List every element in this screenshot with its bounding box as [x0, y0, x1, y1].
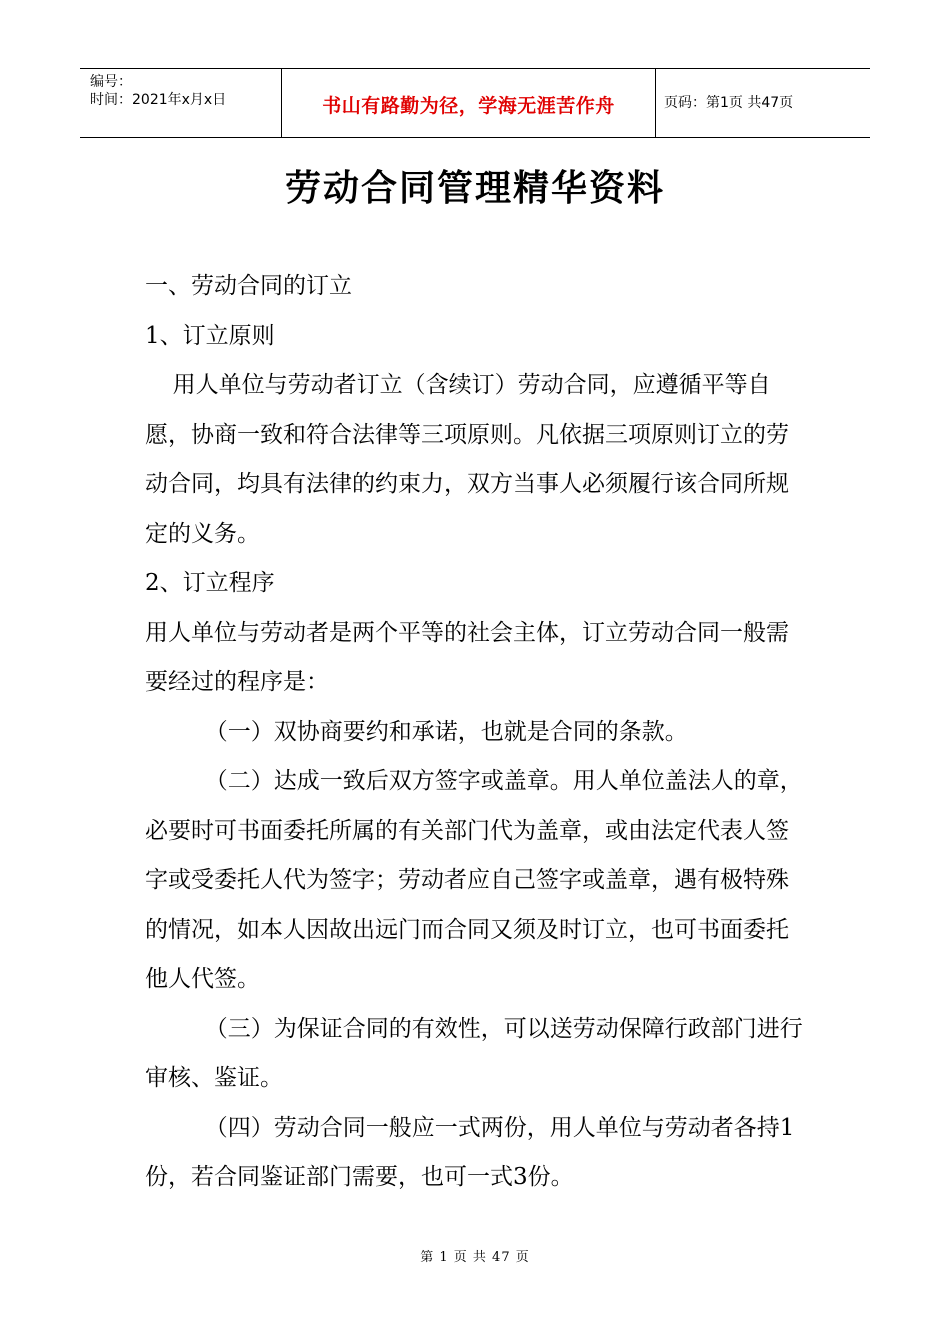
document-title: 劳动合同管理精华资料 — [284, 168, 665, 209]
list-item: （二）达成一致后双方签字或盖章。用人单位盖法人的章，必要时可书面委托所属的有关部门代为盖章，或由法定代表人签字或受委托人代为签字；劳动者应自己签字或盖章，遇有极特殊的情况，如本人因故出远门而合同又须及时订立，也可书面委托他人代签。 — [145, 768, 803, 992]
list-item: （三）为保证合同的有效性，可以送劳动保障行政部门进行审核、鉴证。 — [145, 1015, 803, 1091]
list-item: （四）劳动合同一般应一式两份，用人单位与劳动者各持1份，若合同鉴证部门需要，也可一式3份。 — [145, 1114, 795, 1190]
subsection-heading: 2、订立程序 — [145, 570, 275, 596]
header-left-cell — [80, 69, 281, 137]
header-motto: 书山有路勤为径，学海无涯苦作舟 — [322, 95, 615, 117]
page-footer: 第 1 页 共 47 页 — [420, 1250, 530, 1265]
list-item: （一）双协商要约和承诺，也就是合同的条款。 — [204, 718, 688, 745]
document-body — [145, 262, 810, 1203]
document-number-label: 编号： — [90, 74, 132, 90]
body-paragraph: 用人单位与劳动者订立（含续订）劳动合同，应遵循平等自愿，协商一致和符合法律等三项原则。凡依据三项原则订立的劳动合同，均具有法律的约束力，双方当事人必须履行该合同所规定的义务。 — [145, 372, 789, 547]
document-header — [80, 68, 870, 138]
header-page-info: 页码：第1页 共47页 — [664, 95, 794, 111]
header-right-cell — [655, 69, 870, 137]
document-date: 时间：2021年x月x日 — [90, 92, 227, 108]
header-middle-cell — [281, 69, 656, 137]
body-paragraph: 用人单位与劳动者是两个平等的社会主体，订立劳动合同一般需要经过的程序是： — [145, 619, 789, 695]
section-heading: 一、劳动合同的订立 — [145, 273, 352, 299]
subsection-heading: 1、订立原则 — [145, 322, 275, 349]
